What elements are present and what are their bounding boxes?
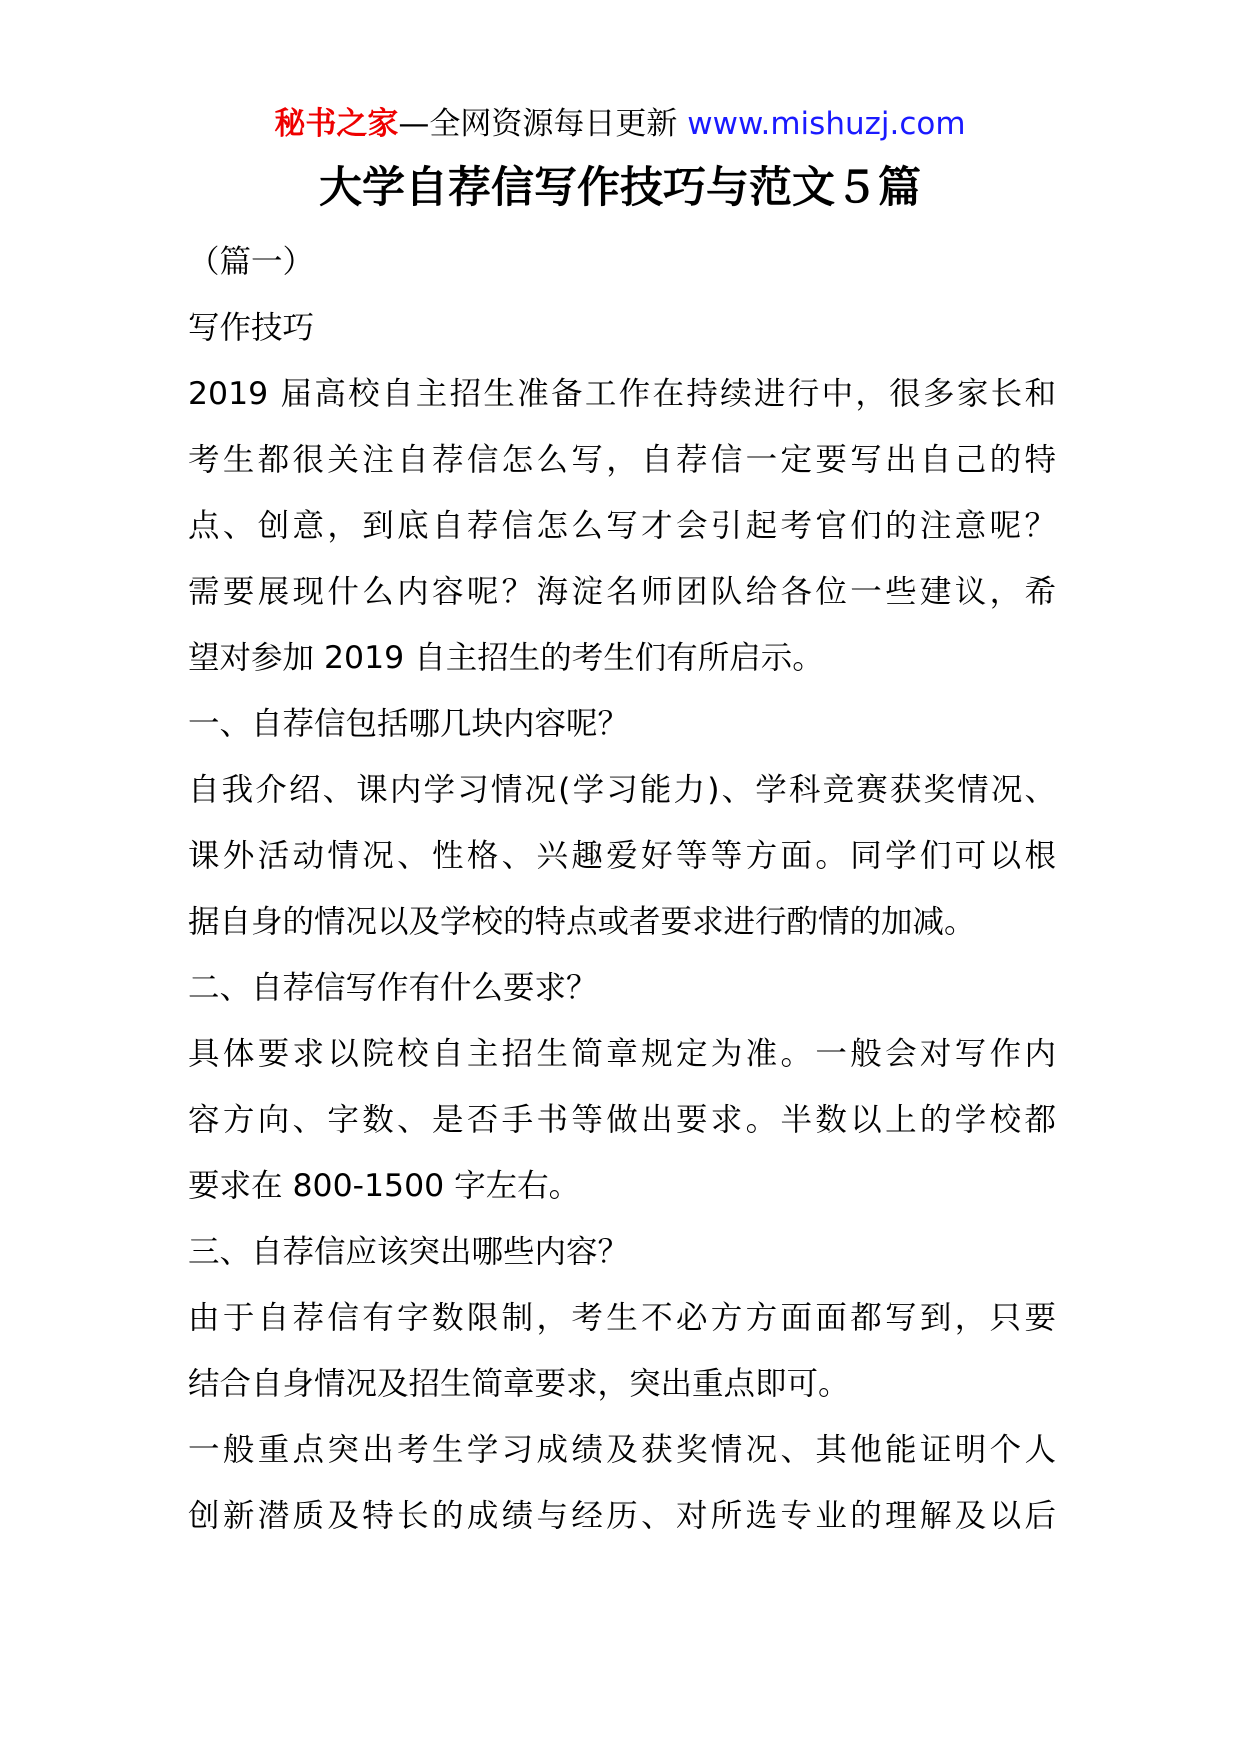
paragraph-line: 结合自身情况及招生简章要求，突出重点即可。 <box>188 1366 850 1402</box>
header-tagline: —全网资源每日更新 <box>398 106 678 142</box>
brand-name: 秘书之家 <box>274 106 399 142</box>
paragraph-line: 创新潜质及特长的成绩与经历、对所选专业的理解及以后 <box>188 1498 1056 1534</box>
paragraph-line: 2019 届高校自主招生准备工作在持续进行中，很多家长和 <box>188 376 1056 412</box>
subsection-heading: 写作技巧 <box>188 310 315 346</box>
paragraph-line: 由于自荐信有字数限制，考生不必方方面面都写到，只要 <box>188 1300 1056 1336</box>
paragraph-line: 自我介绍、课内学习情况(学习能力)、学科竞赛获奖情况、 <box>188 772 1056 808</box>
site-url-link[interactable]: www.mishuzj.com <box>687 106 966 142</box>
paragraph-line: 需要展现什么内容呢？海淀名师团队给各位一些建议，希 <box>188 574 1056 610</box>
paragraph-line: 课外活动情况、性格、兴趣爱好等等方面。同学们可以根 <box>188 838 1056 874</box>
paragraph-line: 据自身的情况以及学校的特点或者要求进行酌情的加减。 <box>188 904 976 940</box>
paragraph-line: 具体要求以院校自主招生简章规定为准。一般会对写作内 <box>188 1036 1056 1072</box>
paragraph-line: 望对参加 2019 自主招生的考生们有所启示。 <box>188 640 824 676</box>
document-body <box>188 229 1056 1549</box>
question-heading: 三、自荐信应该突出哪些内容？ <box>188 1234 630 1270</box>
paragraph-line: 容方向、字数、是否手书等做出要求。半数以上的学校都 <box>188 1102 1056 1138</box>
paragraph-line: 一般重点突出考生学习成绩及获奖情况、其他能证明个人 <box>188 1432 1056 1468</box>
question-heading: 一、自荐信包括哪几块内容呢？ <box>188 706 630 742</box>
question-heading: 二、自荐信写作有什么要求？ <box>188 970 598 1006</box>
site-header <box>0 104 1240 144</box>
document-title: 大学自荐信写作技巧与范文５篇 <box>319 163 921 213</box>
paragraph-line: 考生都很关注自荐信怎么写，自荐信一定要写出自己的特 <box>188 442 1056 478</box>
paragraph-line: 点、创意，到底自荐信怎么写才会引起考官们的注意呢？ <box>188 508 1056 544</box>
paragraph-line: 要求在 800-1500 字左右。 <box>188 1168 581 1204</box>
section-heading: （篇一） <box>188 244 315 280</box>
